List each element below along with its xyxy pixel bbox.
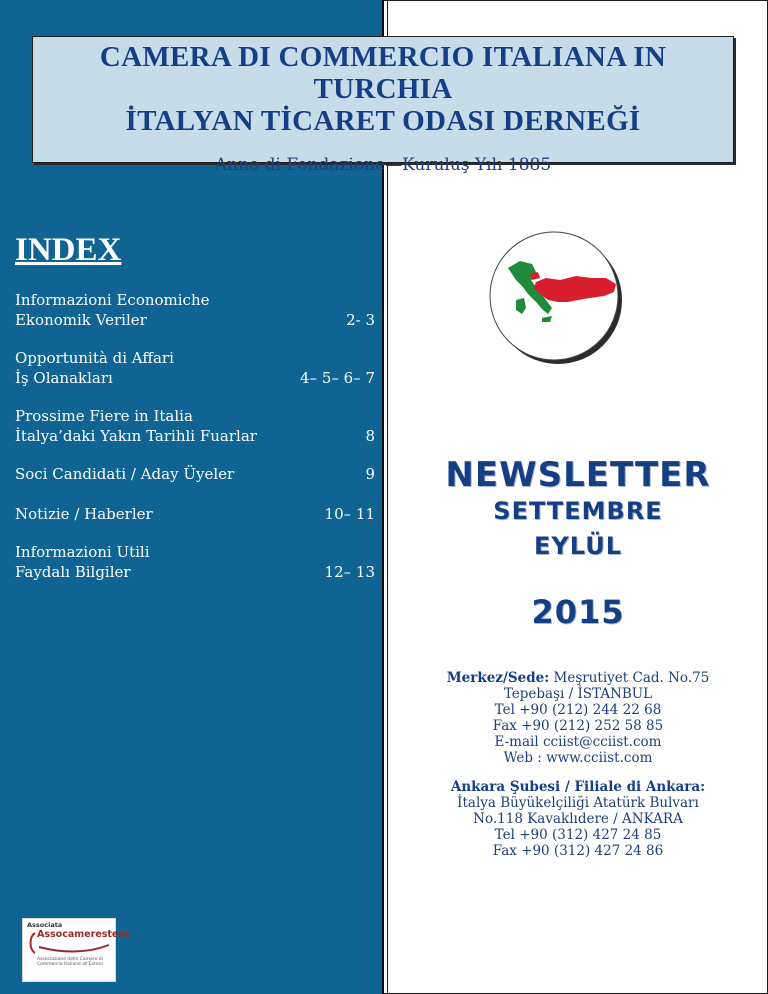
assocamerestero-logo-icon xyxy=(27,931,37,955)
index-item[interactable] xyxy=(15,348,377,388)
index-item[interactable] xyxy=(15,542,377,582)
index-item-pages: 8 xyxy=(365,427,375,445)
head-office-web[interactable]: Web : www.cciist.com xyxy=(503,750,653,766)
index-item[interactable] xyxy=(15,406,377,446)
ankara-office-fax: Fax +90 (312) 427 24 86 xyxy=(492,843,664,859)
index-item-label-tr: İş Olanakları xyxy=(15,369,113,387)
index-item-pages: 12– 13 xyxy=(324,563,375,581)
index-item-label-it: Informazioni Economiche xyxy=(15,291,210,309)
org-name-italian: CAMERA DI COMMERCIO ITALIANA IN TURCHIA xyxy=(99,41,667,105)
newsletter-year: 2015 xyxy=(531,593,625,631)
italy-turkey-map-logo-icon xyxy=(486,228,626,368)
index-item-pages: 4– 5– 6– 7 xyxy=(300,369,375,387)
org-name-turkish: İTALYAN TİCARET ODASI DERNEĞİ xyxy=(125,105,641,137)
head-office-city: Tepebaşı / İSTANBUL xyxy=(503,686,653,702)
index-item-label-tr: Ekonomik Veriler xyxy=(15,311,147,329)
newsletter-month-turkish: EYLÜL xyxy=(534,532,622,560)
head-office-street: Meşrutiyet Cad. No.75 xyxy=(553,670,710,686)
index-item[interactable] xyxy=(15,290,377,330)
index-item-label-it: Informazioni Utili xyxy=(15,543,150,561)
index-item-pages: 9 xyxy=(365,465,375,483)
index-item-label-tr: Faydalı Bilgiler xyxy=(15,563,131,581)
head-office-address-line xyxy=(388,670,768,686)
index-item-label-it: Prossime Fiere in Italia xyxy=(15,407,193,425)
head-office-tel: Tel +90 (212) 244 22 68 xyxy=(494,702,662,718)
ankara-office-label: Ankara Şubesi / Filiale di Ankara: xyxy=(450,779,706,795)
index-item-label-it: Opportunità di Affari xyxy=(15,349,174,367)
badge-swoosh-icon xyxy=(37,943,111,955)
ankara-office-contact xyxy=(388,779,768,859)
index-item-label-tr: İtalya’daki Yakın Tarihli Fuarlar xyxy=(15,427,257,445)
badge-associated-label: Associata xyxy=(27,921,63,929)
assocamerestero-badge xyxy=(22,918,130,982)
badge-brand-name: Assocamerestero xyxy=(37,929,130,940)
head-office-label: Merkez/Sede: xyxy=(446,670,550,686)
header-box xyxy=(32,36,734,175)
index-item[interactable] xyxy=(15,504,377,524)
newsletter-month-italian: SETTEMBRE xyxy=(493,497,663,525)
index-item-label: Notizie / Haberler xyxy=(15,505,153,523)
head-office-email[interactable]: E-mail cciist@cciist.com xyxy=(494,734,662,750)
ankara-office-tel: Tel +90 (312) 427 24 85 xyxy=(494,827,662,843)
ankara-office-address-1: İtalya Büyükelçiliği Atatürk Bulvarı xyxy=(457,795,699,811)
head-office-contact xyxy=(388,670,768,766)
badge-subtitle: Associazione delle Camere di Commercio Italiane all'Estero xyxy=(37,957,103,967)
newsletter-title: NEWSLETTER xyxy=(445,455,711,495)
index-item-pages: 10– 11 xyxy=(324,505,375,523)
index-title: INDEX xyxy=(15,232,122,268)
index-item-label: Soci Candidati / Aday Üyeler xyxy=(15,465,235,483)
head-office-fax: Fax +90 (212) 252 58 85 xyxy=(492,718,664,734)
founding-year: Anno di Fondazione—Kuruluş Yılı 1885 xyxy=(214,155,552,175)
index-item-pages: 2- 3 xyxy=(346,311,375,329)
ankara-office-address-2: No.118 Kavaklıdere / ANKARA xyxy=(473,811,683,827)
index-item[interactable] xyxy=(15,464,377,484)
